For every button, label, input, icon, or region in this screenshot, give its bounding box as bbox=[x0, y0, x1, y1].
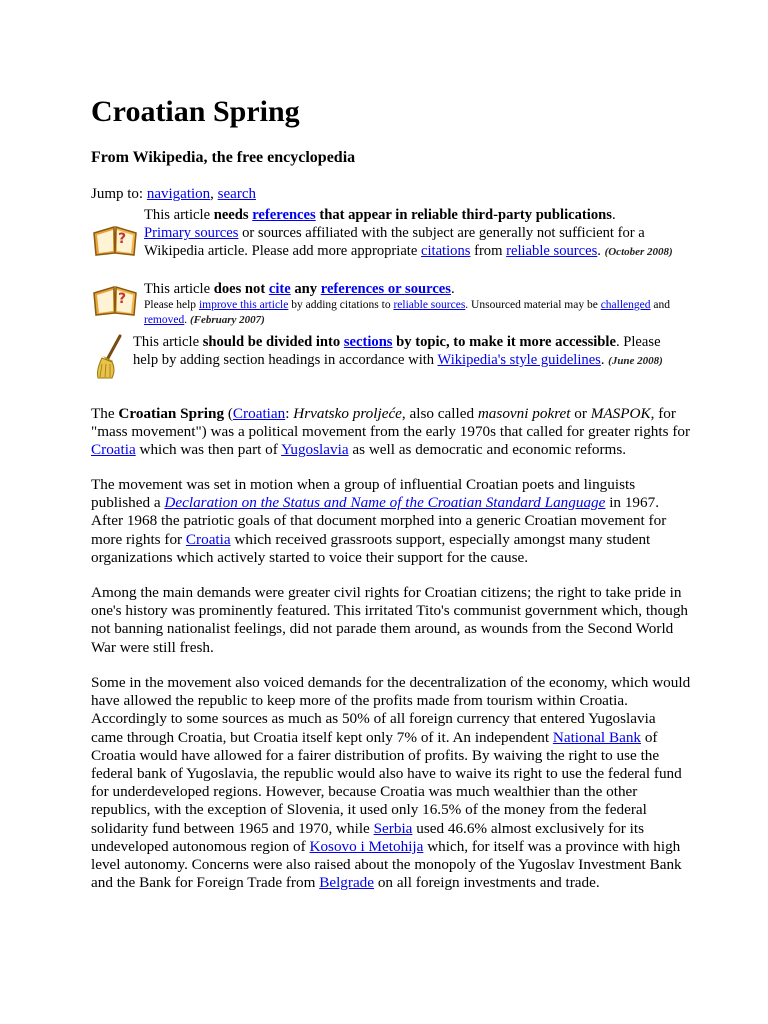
challenged-link[interactable]: challenged bbox=[600, 299, 651, 311]
references-link[interactable]: references bbox=[252, 207, 316, 223]
body-text: , also called bbox=[401, 405, 478, 422]
body-text: , for "mass movement") was a political movement from the early 1970s that called for greater rights for bbox=[91, 405, 691, 441]
native-name: Hrvatsko proljeće bbox=[293, 405, 402, 422]
page-title: Croatian Spring bbox=[91, 95, 300, 128]
body-text: which received grassroots support, especially amongst many student organizations which actively started to voice their support for the cause. bbox=[91, 530, 651, 566]
notice-small-text bbox=[144, 298, 674, 328]
notice-text: from bbox=[470, 243, 507, 259]
body-text: The movement was set in motion when a group of influential Croatian poets and linguists published a bbox=[91, 476, 636, 512]
jump-navigation-link[interactable]: navigation bbox=[146, 186, 211, 202]
body-text: on all foreign investments and trade. bbox=[374, 874, 600, 892]
body-text: ( bbox=[224, 405, 233, 422]
body-text: used 46.6% almost exclusively for its undeveloped autonomous region of bbox=[91, 819, 644, 855]
national-bank-link[interactable]: National Bank bbox=[552, 728, 642, 746]
notice-date: (October 2008) bbox=[604, 246, 673, 258]
citations-link[interactable]: citations bbox=[420, 243, 471, 259]
notice-bold: should be divided into bbox=[202, 334, 344, 350]
notice-text: or sources affiliated with the subject are generally not sufficient for a Wikipedia article. Please add more appropriate bbox=[144, 225, 645, 259]
body-text: : bbox=[285, 405, 294, 422]
notice-sections bbox=[133, 333, 678, 370]
serbia-link[interactable]: Serbia bbox=[373, 819, 413, 837]
croatian-language-link[interactable]: Croatian bbox=[232, 405, 286, 422]
site-subtitle: From Wikipedia, the free encyclopedia bbox=[91, 149, 356, 166]
notice-bold: by topic, to make it more accessible bbox=[392, 334, 616, 350]
body-text: Among the main demands were greater civil rights for Croatian citizens; the right to take pride in one's history was prominently featured. This irritated Tito's communist government which, though not banning nationalist feelings, did not parade them around, as wounds from the Second World War were still fresh. bbox=[91, 584, 689, 656]
notice-bold: does not bbox=[213, 281, 269, 297]
notice-text: . bbox=[600, 352, 609, 368]
body-text: in 1967. After 1968 the patriotic goals of that document morphed into a generic Croatian movement for more rights for bbox=[91, 494, 667, 548]
notice-text: by adding citations to bbox=[288, 299, 394, 311]
book-question-icon bbox=[92, 223, 138, 262]
svg-text:?: ? bbox=[118, 231, 127, 247]
notice-text: Please help bbox=[144, 299, 199, 311]
body-text: or bbox=[570, 405, 591, 422]
paragraph-declaration bbox=[91, 476, 691, 567]
style-guidelines-link[interactable]: Wikipedia's style guidelines bbox=[437, 352, 601, 368]
body-text: which was then part of bbox=[135, 441, 282, 459]
jump-search-link[interactable]: search bbox=[217, 186, 256, 202]
jump-separator: , bbox=[210, 186, 214, 202]
notice-text: . bbox=[597, 243, 605, 259]
sections-link[interactable]: sections bbox=[343, 334, 393, 350]
notice-bold: any bbox=[290, 281, 321, 297]
notice-text: . Please help by adding section headings in accordance with bbox=[133, 334, 661, 368]
declaration-link[interactable]: Declaration on the Status and Name of the Croatian Standard Language bbox=[164, 494, 606, 512]
belgrade-link[interactable]: Belgrade bbox=[319, 874, 375, 892]
body-text: Some in the movement also voiced demands for the decentralization of the economy, which would have allowed the republic to keep more of the profits made from tourism within Croatia. Accordingly to some sources as much as 50% of all foreign currency that entered Yugoslavia came through Croatia, but Croatia itself kept only 7% of it. An independent bbox=[91, 674, 691, 746]
notice-text: This article bbox=[144, 281, 214, 297]
paragraph-economy bbox=[91, 674, 691, 892]
cite-link[interactable]: cite bbox=[268, 281, 291, 297]
notice-text: and bbox=[650, 299, 670, 311]
notice-text: . bbox=[184, 314, 190, 326]
kosovo-link[interactable]: Kosovo i Metohija bbox=[309, 837, 424, 855]
body-text: of Croatia would have allowed for a fairer distribution of profits. By waiving the right to use the federal bank of Yugoslavia, the republic would also have to waive its right to use the federal fund for underdeveloped regions. However, because Croatia was much wealthier than the other republics, with the exception of Slovenia, it used only 16.5% of the money from the federal solidarity fund between 1965 and 1970, while bbox=[91, 728, 682, 837]
book-question-icon bbox=[92, 283, 138, 322]
article-subject: Croatian Spring bbox=[118, 405, 225, 422]
notice-text: . bbox=[611, 207, 616, 223]
notice-references bbox=[144, 206, 674, 261]
paragraph-demands bbox=[91, 584, 691, 657]
notice-bold: that appear in reliable third-party publications bbox=[315, 207, 612, 223]
yugoslavia-link[interactable]: Yugoslavia bbox=[281, 441, 349, 459]
reliable-sources-link[interactable]: reliable sources bbox=[506, 243, 598, 259]
references-or-sources-link[interactable]: references or sources bbox=[320, 281, 451, 297]
notice-text: This article bbox=[133, 334, 203, 350]
jump-to-label: Jump to: bbox=[91, 186, 144, 202]
notice-bold: needs bbox=[213, 207, 253, 223]
paragraph-intro bbox=[91, 405, 691, 460]
improve-article-link[interactable]: improve this article bbox=[198, 299, 289, 311]
notice-text: . bbox=[450, 281, 455, 297]
notice-date: (June 2008) bbox=[608, 355, 663, 367]
alt-name: MASPOK bbox=[590, 405, 651, 422]
notice-text: . Unsourced material may be bbox=[465, 299, 601, 311]
notice-text: This article bbox=[144, 207, 214, 223]
broom-icon bbox=[94, 334, 126, 385]
croatia-link[interactable]: Croatia bbox=[91, 441, 136, 459]
jump-to-bar bbox=[91, 184, 256, 204]
primary-sources-link[interactable]: Primary sources bbox=[144, 225, 239, 241]
body-text: The bbox=[91, 405, 119, 422]
body-text: as well as democratic and economic reforms. bbox=[348, 441, 627, 459]
alt-name: masovni pokret bbox=[477, 405, 571, 422]
reliable-sources-link[interactable]: reliable sources bbox=[393, 299, 466, 311]
body-text: which, for itself was a province with high level autonomy. Concerns were also raised about the monopoly of the Yugoslav Investment Bank and the Bank for Foreign Trade from bbox=[91, 837, 682, 892]
removed-link[interactable]: removed bbox=[144, 314, 185, 326]
svg-text:?: ? bbox=[118, 291, 127, 307]
notice-no-sources bbox=[144, 280, 674, 328]
croatia-link[interactable]: Croatia bbox=[185, 530, 231, 548]
notice-date: (February 2007) bbox=[189, 314, 265, 326]
